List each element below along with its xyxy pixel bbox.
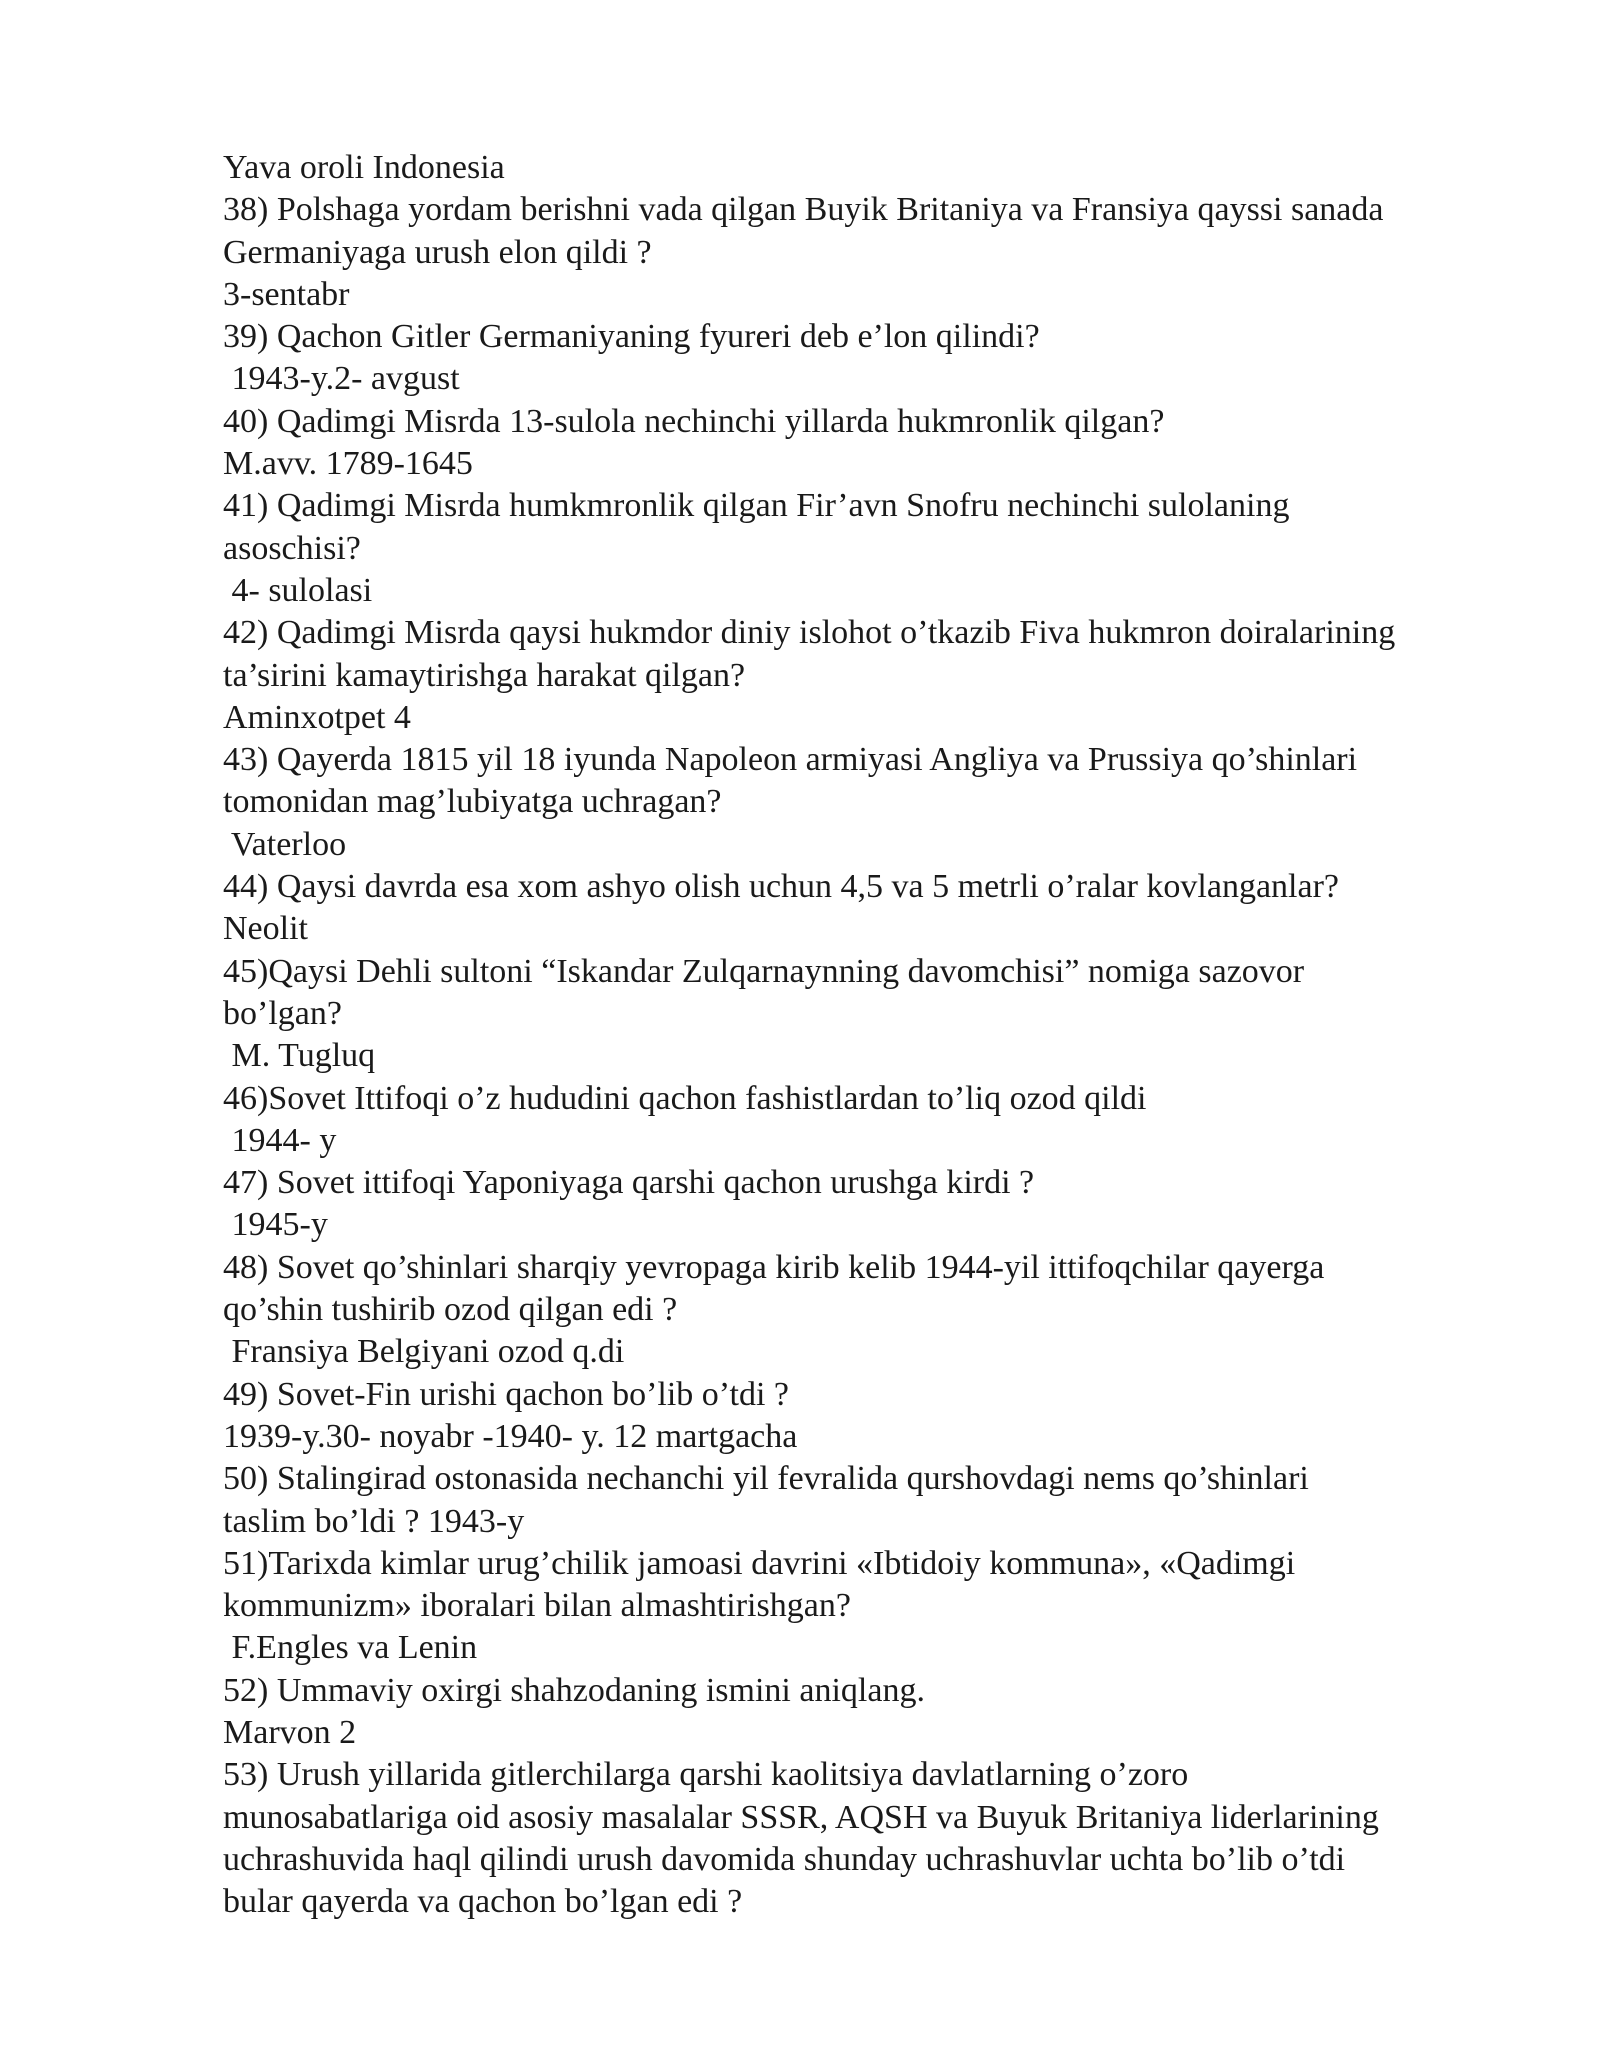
text-line: munosabatlariga oid asosiy masalalar SSSR, AQSH va Buyuk Britaniya liderlarining [223, 1798, 1379, 1836]
text-line: Aminxotpet 4 [223, 698, 411, 736]
text-line: 1944- y [223, 1121, 337, 1159]
text-line: 51)Tarixda kimlar urug’chilik jamoasi davrini «Ibtidoiy kommuna», «Qadimgi [223, 1544, 1296, 1582]
text-line: 49) Sovet-Fin urishi qachon bo’lib o’tdi ? [223, 1375, 789, 1413]
text-line: Marvon 2 [223, 1713, 357, 1751]
text-line: 39) Qachon Gitler Germaniyaning fyureri deb e’lon qilindi? [223, 318, 1040, 356]
text-line: M. Tugluq [223, 1037, 376, 1075]
document-text-block [223, 147, 1523, 1923]
text-line: qo’shin tushirib ozod qilgan edi ? [223, 1291, 678, 1329]
text-line: 52) Ummaviy oxirgi shahzodaning ismini aniqlang. [223, 1671, 925, 1709]
text-line: 3-sentabr [223, 275, 350, 313]
text-line: kommunizm» iboralari bilan almashtirishgan? [223, 1587, 851, 1625]
text-line: uchrashuvida haql qilindi urush davomida shunday uchrashuvlar uchta bo’lib o’tdi [223, 1840, 1346, 1878]
text-line: tomonidan mag’lubiyatga uchragan? [223, 783, 722, 821]
text-line: 1943-y.2- avgust [223, 360, 460, 398]
text-line: Neolit [223, 910, 308, 948]
text-line: 41) Qadimgi Misrda humkmronlik qilgan Fir’avn Snofru nechinchi sulolaning [223, 487, 1290, 525]
text-line: bo’lgan? [223, 994, 342, 1032]
text-line: 38) Polshaga yordam berishni vada qilgan Buyik Britaniya va Fransiya qayssi sanada [223, 191, 1384, 229]
text-line: Fransiya Belgiyani ozod q.di [223, 1333, 625, 1371]
text-line: M.avv. 1789-1645 [223, 445, 473, 483]
text-line: 53) Urush yillarida gitlerchilarga qarshi kaolitsiya davlatlarning o’zoro [223, 1756, 1189, 1794]
text-line: 1945-y [223, 1206, 328, 1244]
text-line: Germaniyaga urush elon qildi ? [223, 233, 652, 271]
text-line: 48) Sovet qo’shinlari sharqiy yevropaga kirib kelib 1944-yil ittifoqchilar qayerga [223, 1248, 1325, 1286]
text-line: 4- sulolasi [223, 571, 373, 609]
text-line: bular qayerda va qachon bo’lgan edi ? [223, 1883, 743, 1921]
text-line: ta’sirini kamaytirishga harakat qilgan? [223, 656, 746, 694]
text-line: 45)Qaysi Dehli sultoni “Iskandar Zulqarnaynning davomchisi” nomiga sazovor [223, 952, 1305, 990]
text-line: 43) Qayerda 1815 yil 18 iyunda Napoleon armiyasi Angliya va Prussiya qo’shinlari [223, 741, 1358, 779]
text-line: 44) Qaysi davrda esa xom ashyo olish uchun 4,5 va 5 metrli o’ralar kovlanganlar? [223, 868, 1340, 906]
text-line: 50) Stalingirad ostonasida nechanchi yil fevralida qurshovdagi nems qo’shinlari [223, 1460, 1309, 1498]
text-line: F.Engles va Lenin [223, 1629, 478, 1667]
text-line: 42) Qadimgi Misrda qaysi hukmdor diniy islohot o’tkazib Fiva hukmron doiralarining [223, 614, 1396, 652]
text-line: 1939-y.30- noyabr -1940- y. 12 martgacha [223, 1417, 798, 1455]
text-line: Vaterloo [223, 825, 347, 863]
text-line: 47) Sovet ittifoqi Yaponiyaga qarshi qachon urushga kirdi ? [223, 1164, 1035, 1202]
text-line: asoschisi? [223, 529, 361, 567]
text-line: 40) Qadimgi Misrda 13-sulola nechinchi yillarda hukmronlik qilgan? [223, 402, 1165, 440]
text-line: taslim bo’ldi ? 1943-y [223, 1502, 525, 1540]
text-line: 46)Sovet Ittifoqi o’z hududini qachon fashistlardan to’liq ozod qildi [223, 1079, 1147, 1117]
text-line: Yava oroli Indonesia [223, 149, 505, 186]
